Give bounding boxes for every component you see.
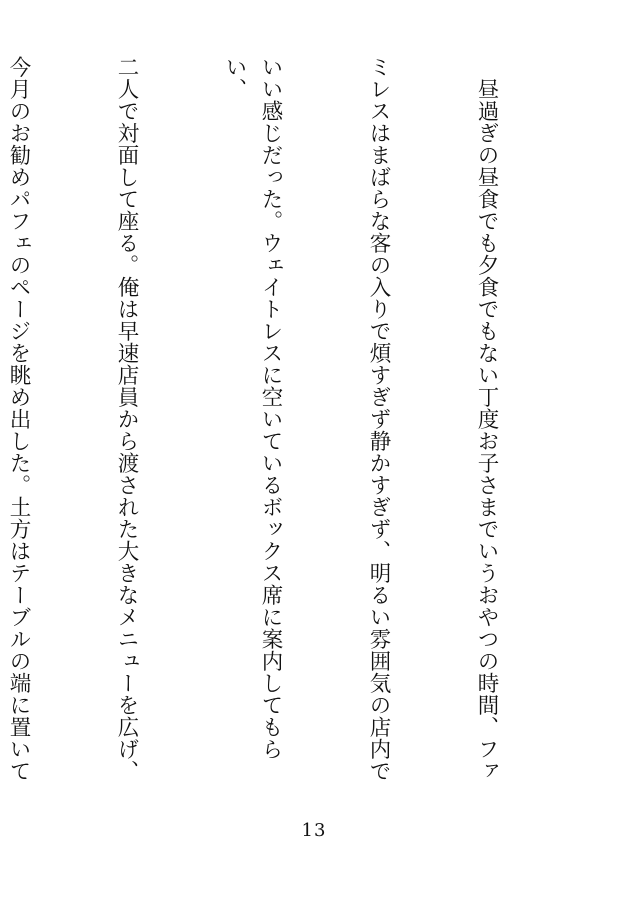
page-number: 13	[301, 820, 327, 841]
text-line: 昼過ぎの昼食でも夕食でもない丁度お子さまでいうおやつの時間、ファ	[474, 56, 499, 782]
text-line: いい感じだった。ウェイトレスに空いているボックス席に案内してもらい、	[222, 56, 283, 760]
text-line: 二人で対面して座る。俺は早速店員から渡された大きなメニューを広げ、	[114, 56, 139, 782]
text-line: 今月のお勧めパフェのページを眺め出した。土方はテーブルの端に置いて	[6, 56, 31, 782]
vertical-text-body	[6, 56, 576, 801]
text-line: ミレスはまばらな客の入りで煩すぎず静かすぎず、明るい雰囲気の店内で	[366, 56, 391, 782]
